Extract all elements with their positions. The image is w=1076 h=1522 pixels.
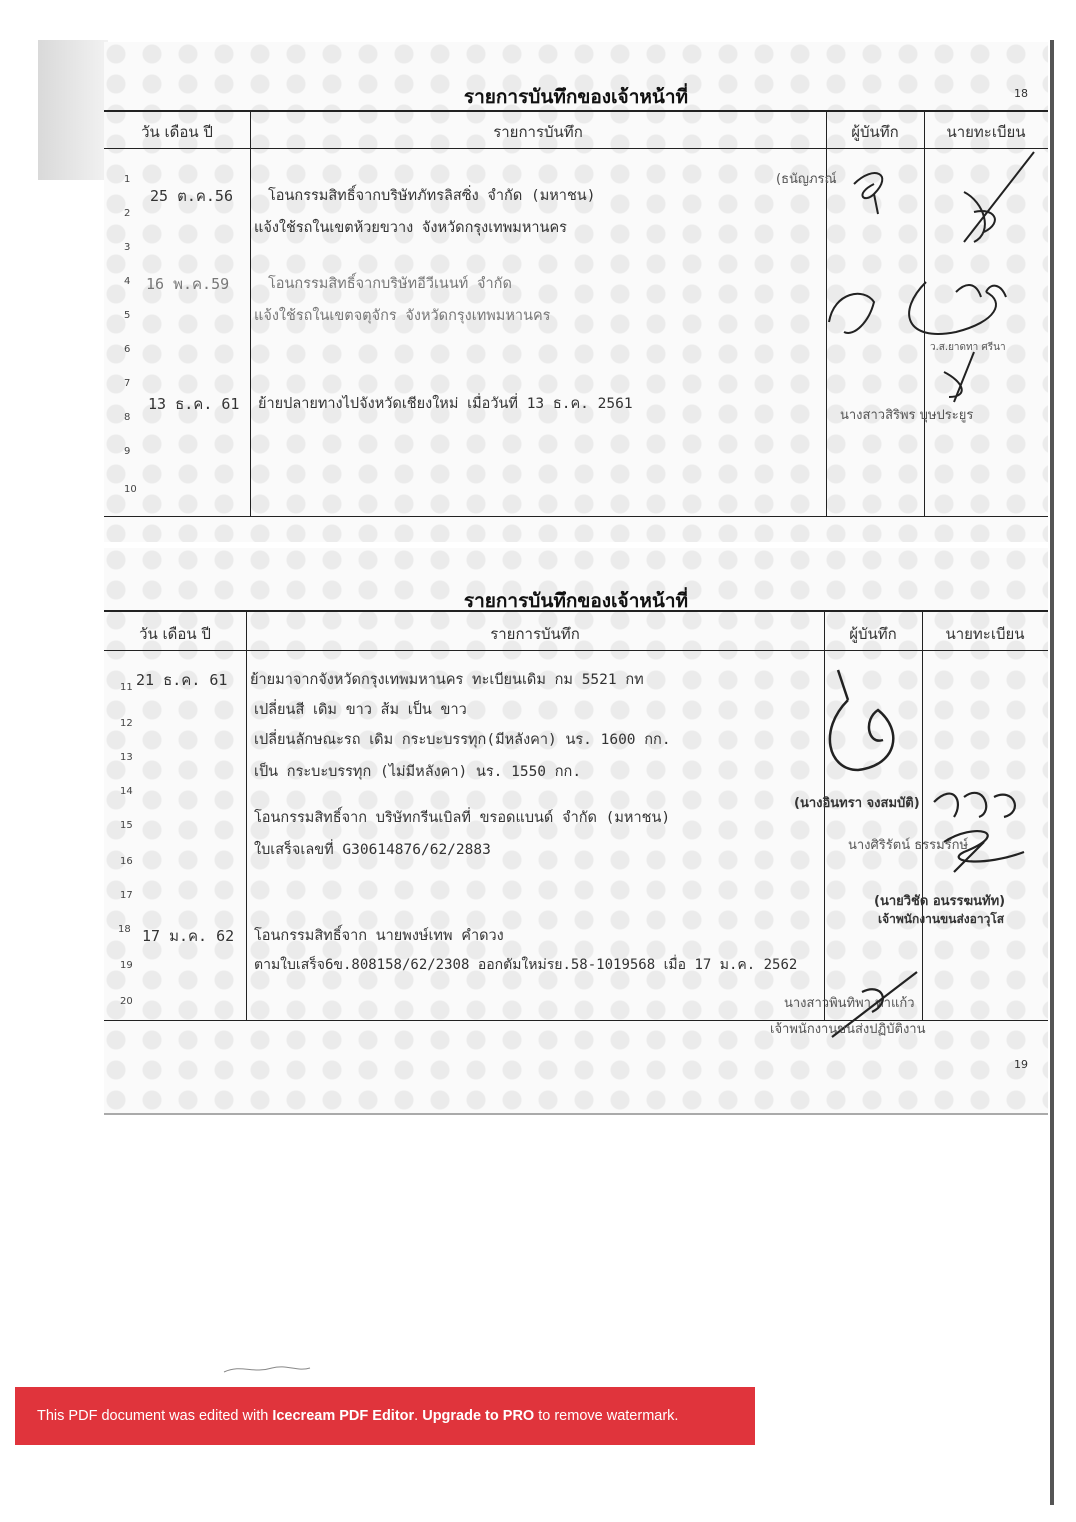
watermark-product: Icecream PDF Editor bbox=[272, 1408, 415, 1424]
scan-shadow-left bbox=[38, 40, 108, 180]
line-number: 6 bbox=[124, 344, 131, 355]
scan-edge-right bbox=[1050, 40, 1054, 1505]
entry-date: 17 ม.ค. 62 bbox=[142, 927, 235, 945]
record-page-19 bbox=[104, 548, 1048, 1115]
watermark-banner[interactable] bbox=[15, 1387, 755, 1445]
officer-stamp: เจ้าพนักงานขนส่งอาวุโส bbox=[878, 912, 1005, 926]
officer-stamp: ว.ส.ยาดทา ศรีนา bbox=[930, 342, 1006, 353]
entry-line: โอนกรรมสิทธิ์จาก นายพงษ์เทพ คำดวง bbox=[254, 928, 504, 944]
registrar-signature bbox=[924, 782, 1034, 876]
registrar-signature bbox=[944, 152, 1044, 256]
entry-line: ย้ายมาจากจังหวัดกรุงเทพมหานคร ทะเบียนเดิม กม 5521 กท bbox=[250, 672, 644, 688]
line-number: 18 bbox=[118, 924, 131, 935]
upgrade-link[interactable]: Upgrade to PRO bbox=[422, 1408, 535, 1424]
record-page-18 bbox=[104, 42, 1048, 542]
line-number: 1 bbox=[124, 174, 131, 185]
line-number: 5 bbox=[124, 310, 131, 321]
record-table bbox=[104, 610, 1048, 1022]
entry-line: ย้ายปลายทางไปจังหวัดเชียงใหม่ เมื่อวันที่ 13 ธ.ค. 2561 bbox=[258, 396, 633, 412]
entry-date: 25 ต.ค.56 bbox=[150, 187, 233, 205]
entry-line: โอนกรรมสิทธิ์จากบริษัทภัทรลิสซิ่ง จำกัด (มหาชน) bbox=[268, 188, 596, 204]
header-registrar: นายทะเบียน bbox=[946, 123, 1026, 141]
page-title: รายการบันทึกของเจ้าหน้าที่ bbox=[463, 590, 689, 612]
line-number: 14 bbox=[120, 786, 133, 797]
officer-stamp: (ธนัญภรณ์ bbox=[776, 172, 837, 187]
entry-line: โอนกรรมสิทธิ์จากบริษัทอีวีเนนท์ จำกัด bbox=[268, 276, 512, 292]
line-number: 13 bbox=[120, 752, 133, 763]
watermark-middle: . bbox=[414, 1408, 423, 1424]
line-number: 10 bbox=[124, 484, 137, 495]
header-record: รายการบันทึก bbox=[490, 625, 580, 643]
line-number: 7 bbox=[124, 378, 131, 389]
line-number: 3 bbox=[124, 242, 131, 253]
entry-date: 21 ธ.ค. 61 bbox=[136, 671, 228, 689]
line-number: 15 bbox=[120, 820, 133, 831]
handwritten-mark bbox=[222, 1362, 312, 1379]
entry-line: เปลี่ยนลักษณะรถ เดิม กระบะบรรทุก(มีหลังคา) นร. 1600 กก. bbox=[254, 732, 671, 748]
recorder-signature bbox=[844, 164, 904, 218]
line-number: 11 bbox=[120, 682, 133, 693]
line-number: 16 bbox=[120, 856, 133, 867]
entry-line: โอนกรรมสิทธิ์จาก บริษัทกรีนเบิลที่ ขรอดแบนด์ จำกัด (มหาชน) bbox=[254, 810, 671, 826]
header-recorder: ผู้บันทึก bbox=[851, 123, 899, 141]
entry-date: 13 ธ.ค. 61 bbox=[148, 395, 240, 413]
line-number: 8 bbox=[124, 412, 131, 423]
line-number: 4 bbox=[124, 276, 131, 287]
entry-line: เป็น กระบะบรรทุก (ไม่มีหลังคา) นร. 1550 กก. bbox=[254, 764, 582, 780]
officer-stamp: นางศิริรัตน์ ธรรมรักษ์ bbox=[848, 838, 969, 853]
officer-stamp: (นายวิชัด อนรรฆนทัท) bbox=[874, 894, 1006, 909]
header-record: รายการบันทึก bbox=[493, 123, 583, 141]
officer-stamp: (นางอินทรา จงสมบัติ) bbox=[794, 796, 920, 811]
recorder-signature bbox=[818, 670, 908, 784]
page-title: รายการบันทึกของเจ้าหน้าที่ bbox=[463, 86, 689, 108]
line-number: 9 bbox=[124, 446, 131, 457]
entry-date: 16 พ.ค.59 bbox=[146, 275, 230, 293]
officer-stamp: นางสาวพินทิพา ทาแก้ว bbox=[784, 996, 915, 1011]
header-recorder: ผู้บันทึก bbox=[849, 625, 897, 643]
officer-stamp: เจ้าพนักงานขนส่งปฏิบัติงาน bbox=[770, 1022, 926, 1037]
page-number: 19 bbox=[1014, 1058, 1028, 1071]
header-date: วัน เดือน ปี bbox=[139, 625, 211, 643]
registrar-signature bbox=[896, 272, 1016, 356]
recorder-signature bbox=[824, 282, 884, 346]
header-date: วัน เดือน ปี bbox=[141, 123, 213, 141]
line-number: 12 bbox=[120, 718, 133, 729]
line-number: 17 bbox=[120, 890, 133, 901]
entry-line: แจ้งใช้รถในเขตห้วยขวาง จังหวัดกรุงเทพมหานคร bbox=[254, 220, 567, 236]
watermark-prefix: This PDF document was edited with bbox=[37, 1408, 273, 1424]
officer-stamp: นางสาวสิริพร บุษประยูร bbox=[840, 408, 974, 423]
watermark-suffix: to remove watermark. bbox=[534, 1408, 679, 1424]
line-number: 19 bbox=[120, 960, 133, 971]
record-table bbox=[104, 110, 1048, 518]
entry-line: แจ้งใช้รถในเขตจตุจักร จังหวัดกรุงเทพมหานคร bbox=[254, 308, 551, 324]
entry-line: ตามใบเสร็จ6ข.808158/62/2308 ออกตัมใหม่รย.58-1019568 เมื่อ 17 ม.ค. 2562 bbox=[254, 957, 798, 973]
line-number: 20 bbox=[120, 996, 133, 1007]
entry-line: ใบเสร็จเลขที่ G30614876/62/2883 bbox=[254, 842, 491, 858]
entry-line: เปลี่ยนสี เดิม ขาว ส้ม เป็น ขาว bbox=[254, 702, 467, 718]
line-number: 2 bbox=[124, 208, 131, 219]
registrar-signature bbox=[934, 352, 994, 416]
header-registrar: นายทะเบียน bbox=[945, 625, 1025, 643]
page-number: 18 bbox=[1014, 87, 1028, 100]
